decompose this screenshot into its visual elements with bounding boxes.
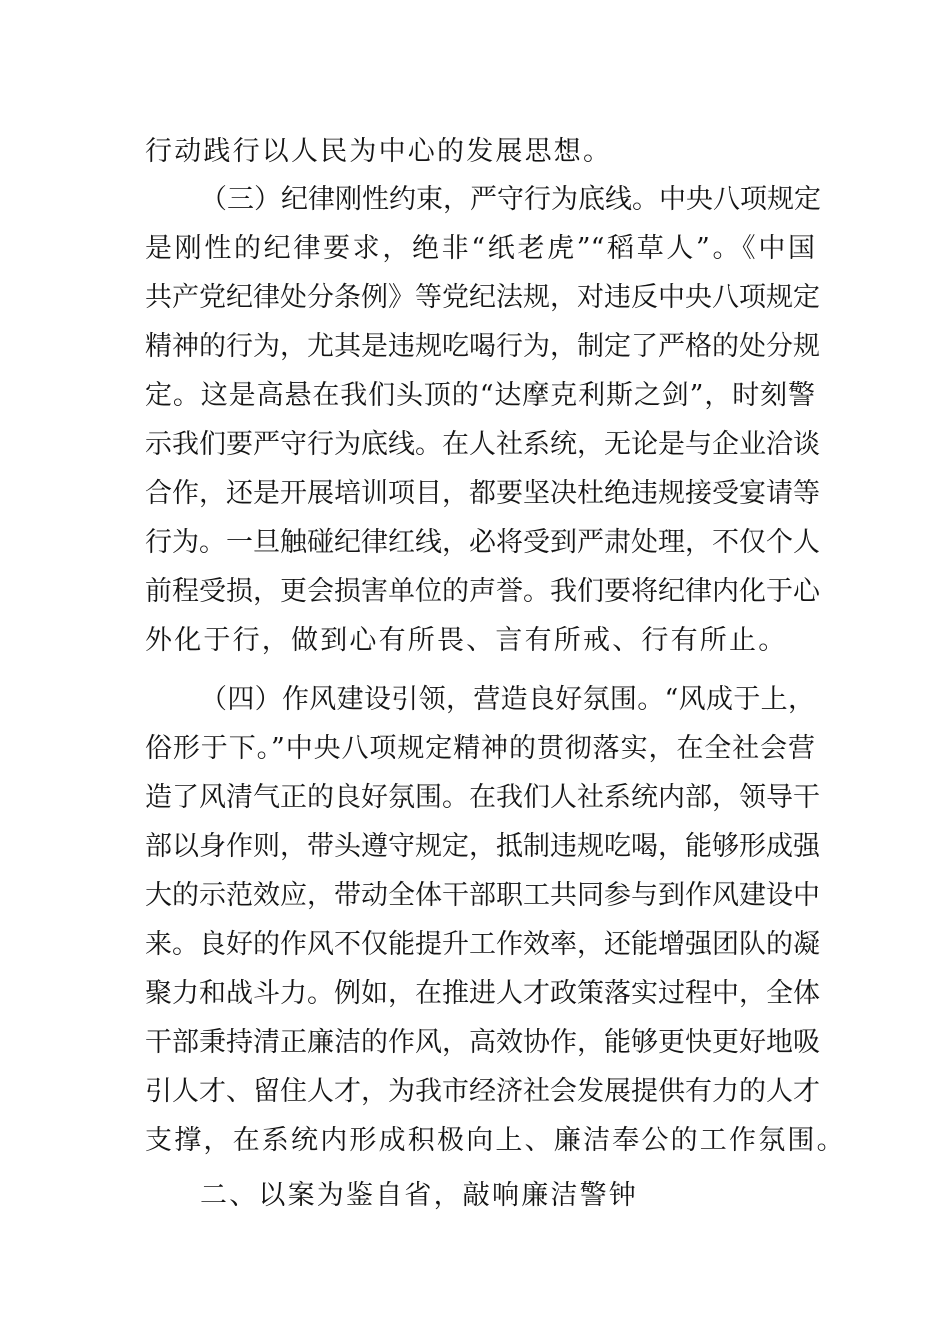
text-line-13: 俗形于下。”中央八项规定精神的贯彻落实，在全社会营: [145, 733, 815, 764]
text-line-1: 行动践行以人民为中心的发展思想。: [145, 136, 613, 167]
text-line-17: 来。良好的作风不仅能提升工作效率，还能增强团队的凝: [145, 929, 820, 960]
text-line-12: （四）作风建设引领，营造良好氛围。“风成于上，: [200, 684, 815, 715]
text-line-15: 部以身作则，带头遵守规定，抵制违规吃喝，能够形成强: [145, 831, 820, 862]
text-line-7: 示我们要严守行为底线。在人社系统，无论是与企业洽谈: [145, 429, 820, 460]
section-heading: 二、以案为鉴自省，敲响廉洁警钟: [200, 1180, 638, 1211]
text-line-16: 大的示范效应，带动全体干部职工共同参与到作风建设中: [145, 880, 820, 911]
text-line-20: 引人才、留住人才，为我市经济社会发展提供有力的人才: [145, 1076, 820, 1107]
text-line-2: （三）纪律刚性约束，严守行为底线。中央八项规定: [200, 184, 821, 215]
text-line-3: 是刚性的纪律要求，绝非“纸老虎”“稻草人”。《中国: [145, 233, 815, 264]
text-line-19: 干部秉持清正廉洁的作风，高效协作，能够更快更好地吸: [145, 1027, 820, 1058]
text-line-11: 外化于行，做到心有所畏、言有所戒、行有所止。: [145, 625, 788, 656]
text-line-8: 合作，还是开展培训项目，都要坚决杜绝违规接受宴请等: [145, 478, 820, 509]
text-line-5: 精神的行为，尤其是违规吃喝行为，制定了严格的处分规: [145, 331, 820, 362]
text-line-18: 聚力和战斗力。例如，在推进人才政策落实过程中，全体: [145, 978, 820, 1009]
text-line-4: 共产党纪律处分条例》等党纪法规，对违反中央八项规定: [145, 282, 820, 313]
text-line-14: 造了风清气正的良好氛围。在我们人社系统内部，领导干: [145, 782, 820, 813]
text-line-9: 行为。一旦触碰纪律红线，必将受到严肃处理，不仅个人: [145, 527, 820, 558]
text-line-6: 定。这是高悬在我们头顶的“达摩克利斯之剑”，时刻警: [145, 380, 815, 411]
text-line-10: 前程受损，更会损害单位的声誉。我们要将纪律内化于心: [145, 576, 820, 607]
text-line-21: 支撑，在系统内形成积极向上、廉洁奉公的工作氛围。: [145, 1125, 846, 1156]
